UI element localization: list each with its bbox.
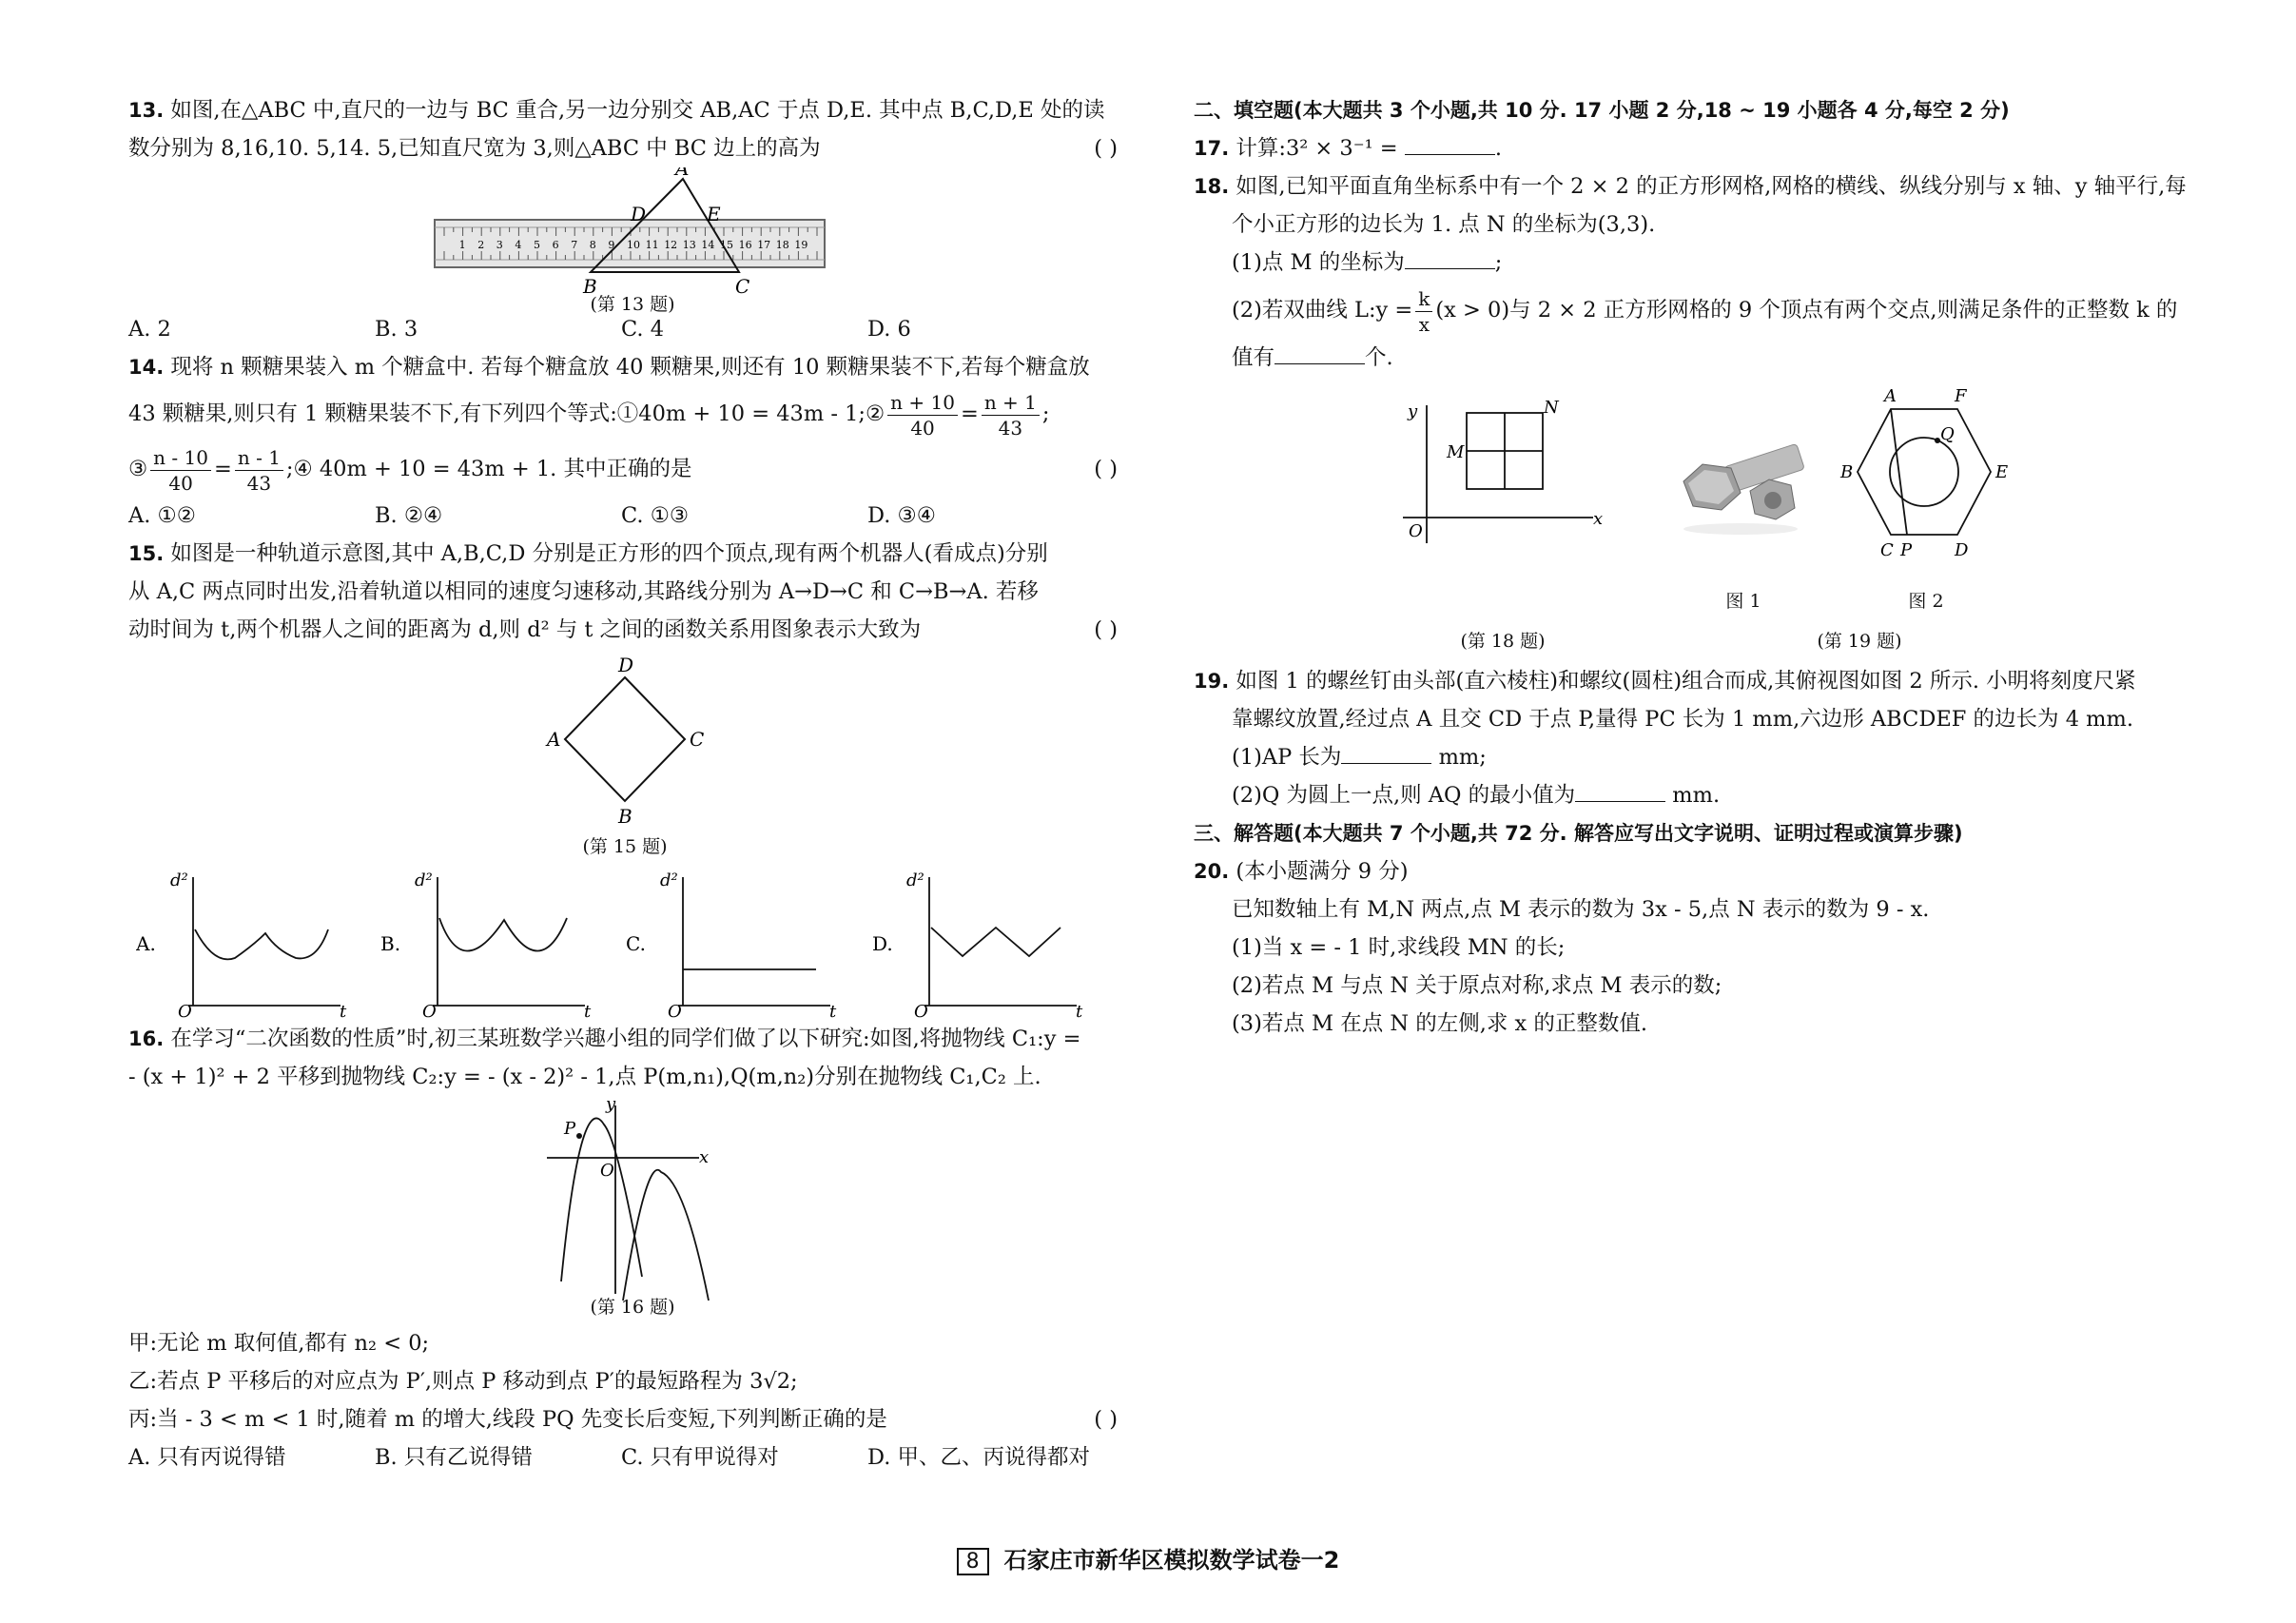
exam-title: 石家庄市新华区模拟数学试卷一2 [1003,1547,1340,1574]
axis-y-label: d² [660,870,678,890]
q18-caption: (第 18 题) [1460,631,1546,652]
q16-options [128,1438,1118,1476]
option-a[interactable]: A. ①② [128,503,196,528]
q16-bing: 丙:当 - 3 < m < 1 时,随着 m 的增大,线段 PQ 先变长后变短,下列判断正确的是 ( ) [128,1400,1118,1438]
parabola-c2 [623,1170,709,1300]
q19-caption: (第 19 题) [1817,631,1902,652]
axis-y-label: d² [906,870,924,890]
option-a[interactable]: A. 2 [128,317,171,342]
label-a: A [1884,386,1897,406]
section-2-heading: 二、填空题(本大题共 3 个小题,共 10 分. 17 小题 2 分,18 ~ 19 小题各 4 分,每空 2 分) [1194,99,2010,122]
fraction: $\frac{n - 1}{43}$ [235,445,283,496]
blank-input[interactable] [1341,738,1431,764]
q15-line2: 从 A,C 两点同时出发,沿着轨道以相同的速度匀速移动,其路线分别为 A→D→C 和 C→B→A. 若移 [128,579,1039,604]
label-y: y [1408,401,1418,421]
bolt-photo [1674,434,1807,553]
option-b[interactable]: B. ②④ [375,503,443,528]
blank-input[interactable] [1405,244,1495,269]
ruler-number: 9 [608,239,615,251]
option-label: B. [380,932,401,955]
q16-line2: - (x + 1)² + 2 平移到抛物线 C₂:y = - (x - 2)² - 1,点 P(m,n₁),Q(m,n₂)分别在抛物线 C₁,C₂ 上. [128,1065,1041,1089]
ruler-number: 12 [664,239,678,251]
curve [195,929,328,959]
fraction: $\frac{n - 10}{40}$ [150,445,211,496]
option-c[interactable]: C. ①③ [621,503,690,528]
axis-y-label: d² [415,870,433,890]
q19-sub2: (2)Q 为圆上一点,则 AQ 的最小值为 mm. [1194,776,2221,814]
label-d: D [1955,540,1969,560]
ruler-number: 17 [757,239,771,251]
axis-x-label: t [584,1002,592,1020]
q16-caption: (第 16 题) [590,1297,675,1318]
label-d: D [618,654,634,676]
q15-line3: 动时间为 t,两个机器人之间的距离为 d,则 d² 与 t 之间的函数关系用图象表示大致为 ( ) [128,611,1118,649]
section-3-heading: 三、解答题(本大题共 7 个小题,共 72 分. 解答应写出文字说明、证明过程或演算步骤) [1194,822,1963,845]
origin-label: O [668,1002,682,1020]
track-square [565,677,685,801]
ruler-number: 2 [477,239,485,251]
ruler-number: 4 [515,239,522,251]
fraction: $\frac{k}{x}$ [1415,286,1432,337]
label-m: M [1447,442,1465,462]
q16-jia: 甲:无论 m 取何值,都有 n₂ < 0; [128,1331,430,1356]
ruler-number: 11 [645,239,659,251]
coordinate-grid-and-bolt [1194,377,2221,634]
axis-x-label: t [1076,1002,1083,1020]
curve [931,928,1060,956]
answer-paren[interactable]: ( ) [1094,1407,1118,1432]
ruler-number: 19 [794,239,808,251]
label-f: F [1955,386,1967,406]
ruler-number: 7 [571,239,578,251]
blank-input[interactable] [1575,776,1665,802]
option-label: A. [136,932,156,955]
q14-options [128,497,1118,535]
answer-paren[interactable]: ( ) [1094,457,1118,481]
q18-q19-figures [1194,377,2221,662]
label-a: A [675,167,690,180]
ruler-number: 13 [682,239,696,251]
option-b[interactable]: B. 3 [375,317,418,342]
option-b[interactable]: B. 只有乙说得错 [375,1445,533,1470]
axis-x-label: t [340,1002,347,1020]
option-d[interactable]: D. 甲、乙、丙说得都对 [867,1445,1091,1470]
origin-label: O [914,1002,928,1020]
q20-part1: (1)当 x = - 1 时,求线段 MN 的长; [1232,935,1566,960]
label-x: x [1593,509,1604,529]
label-y: y [606,1096,616,1114]
option-d[interactable]: D. ③④ [867,503,936,528]
q14-line3: ③ $\frac{n - 10}{40}$ = $\frac{n - 1}{43}$ ;④ 40m + 10 = 43m + 1. 其中正确的是 ( ) [128,441,1118,497]
label-a: A [547,728,561,751]
graph-option-a[interactable] [136,863,355,1032]
q18-sub2c: 值有 个. [1194,339,2221,377]
answer-paren[interactable]: ( ) [1094,617,1118,642]
q15-figure [128,649,1118,863]
fraction: $\frac{n + 10}{40}$ [887,390,958,440]
ruler-number: 15 [720,239,733,251]
q15-graph-options [128,863,1118,1020]
option-a[interactable]: A. 只有丙说得错 [128,1445,286,1470]
hexagon-abcdef [1858,409,1991,535]
origin-label: O [422,1002,437,1020]
left-column [128,91,1118,1476]
q16-yi: 乙:若点 P 平移后的对应点为 P′,则点 P 移动到点 P′的最短路程为 3√2; [128,1369,798,1394]
blank-input[interactable] [1405,129,1495,155]
q15-line1: 15. 如图是一种轨道示意图,其中 A,B,C,D 分别是正方形的四个顶点,现有两个机器人(看成点)分别 [128,541,1048,566]
q20-part2: (2)若点 M 与点 N 关于原点对称,求点 M 表示的数; [1232,973,1722,998]
q18-sub2: (2)若双曲线 L:y = $\frac{k}{x}$ (x > 0)与 2 × 2 正方形网格的 9 个顶点有两个交点,则满足条件的正整数 k 的 [1232,286,2178,336]
label-o: O [1409,521,1423,541]
label-n: N [1544,398,1559,418]
curve [439,918,567,951]
ruler-number: 3 [496,239,503,251]
label-p: P [1900,540,1913,560]
q19-sub1: (1)AP 长为 mm; [1194,738,2221,776]
option-c[interactable]: C. 只有甲说得对 [621,1445,779,1470]
blank-input[interactable] [1274,339,1365,364]
label-b: B [1840,462,1854,482]
q19-line2: 靠螺纹放置,经过点 A 且交 CD 于点 P,量得 PC 长为 1 mm,六边形 ABCDEF 的边长为 4 mm. [1232,707,2133,732]
q13-caption: (第 13 题) [590,294,675,315]
graph-option-d[interactable] [872,863,1091,1032]
q18-sub1: (1)点 M 的坐标为 ; [1194,244,2221,282]
page-number: 8 [957,1548,989,1575]
option-c[interactable]: C. 4 [621,317,665,342]
graph-option-b[interactable] [380,863,599,1032]
q20-intro: 已知数轴上有 M,N 两点,点 M 表示的数为 3x - 5,点 N 表示的数为 9 - x. [1232,897,1930,922]
inner-circle [1890,438,1958,506]
q18-line1: 18. 如图,已知平面直角坐标系中有一个 2 × 2 的正方形网格,网格的横线、纵线分别与 x 轴、y 轴平行,每 [1194,174,2187,199]
axis-y-label: d² [170,870,188,890]
answer-paren[interactable]: ( ) [1094,136,1118,161]
q16-line1: 16. 在学习“二次函数的性质”时,初三某班数学兴趣小组的同学们做了以下研究:如图,将抛物线 C₁:y = [128,1027,1081,1051]
q15-caption: (第 15 题) [582,836,668,857]
label-o: O [600,1161,614,1181]
label-x: x [699,1147,710,1167]
right-column [1194,91,2221,1043]
ruler-number: 16 [738,239,752,251]
graph-option-c[interactable] [626,863,845,1032]
fraction: $\frac{n + 1}{43}$ [982,390,1040,440]
q16-figure [128,1096,1118,1320]
q20-part3: (3)若点 M 在点 N 的左侧,求 x 的正整数值. [1232,1011,1648,1036]
label-c: C [690,728,705,751]
ruler-number: 10 [627,239,640,251]
ruler-number: 1 [458,239,466,251]
option-label: C. [626,932,646,955]
q17: 17. 计算:3² × 3⁻¹ = . [1194,129,2221,167]
label-d: D [631,203,647,225]
option-label: D. [872,932,893,955]
label-p: P [564,1119,576,1139]
q18-line2: 个小正方形的边长为 1. 点 N 的坐标为(3,3). [1232,212,1656,237]
label-q: Q [1940,424,1955,444]
ruler-number: 18 [775,239,789,251]
segment-ap [1891,409,1907,535]
q14-line2: 43 颗糖果,则只有 1 颗糖果装不下,有下列四个等式:①40m + 10 = 43m - 1;② $\frac{n + 10}{40}$ = $\frac{n + 1}{43}$ ; [128,390,1050,440]
label-b: B [583,275,597,298]
q13-figure [128,167,1118,315]
ruler-number: 8 [589,239,596,251]
q13-line2: 数分别为 8,16,10. 5,14. 5,已知直尺宽为 3,则△ABC 中 BC 边上的高为 ( ) [128,129,1118,167]
label-e: E [1995,462,2009,482]
parabola-diagram [128,1096,1118,1320]
option-d[interactable]: D. 6 [867,317,911,342]
fig1-caption: 图 1 [1725,591,1761,612]
q20-title: 20. (本小题满分 9 分) [1194,859,1409,884]
fig2-caption: 图 2 [1908,591,1944,612]
label-c: C [735,275,750,298]
label-b: B [618,805,632,828]
q14-line1: 14. 现将 n 颗糖果装入 m 个糖盒中. 若每个糖盒放 40 颗糖果,则还有 10 颗糖果装不下,若每个糖盒放 [128,355,1090,380]
point-p [576,1133,582,1139]
page-footer [0,1541,2296,1575]
ruler-number: 5 [534,239,540,251]
ruler-number: 6 [552,239,559,251]
q13-line1: 13. 如图,在△ABC 中,直尺的一边与 BC 重合,另一边分别交 AB,AC 于点 D,E. 其中点 B,C,D,E 处的读 [128,98,1105,123]
q19-line1: 19. 如图 1 的螺丝钉由头部(直六棱柱)和螺纹(圆柱)组合而成,其俯视图如图 2 所示. 小明将刻度尺紧 [1194,669,2136,694]
ruler-number: 14 [701,239,715,251]
label-e: E [707,203,721,225]
axis-x-label: t [829,1002,837,1020]
label-c: C [1880,540,1894,560]
origin-label: O [178,1002,192,1020]
